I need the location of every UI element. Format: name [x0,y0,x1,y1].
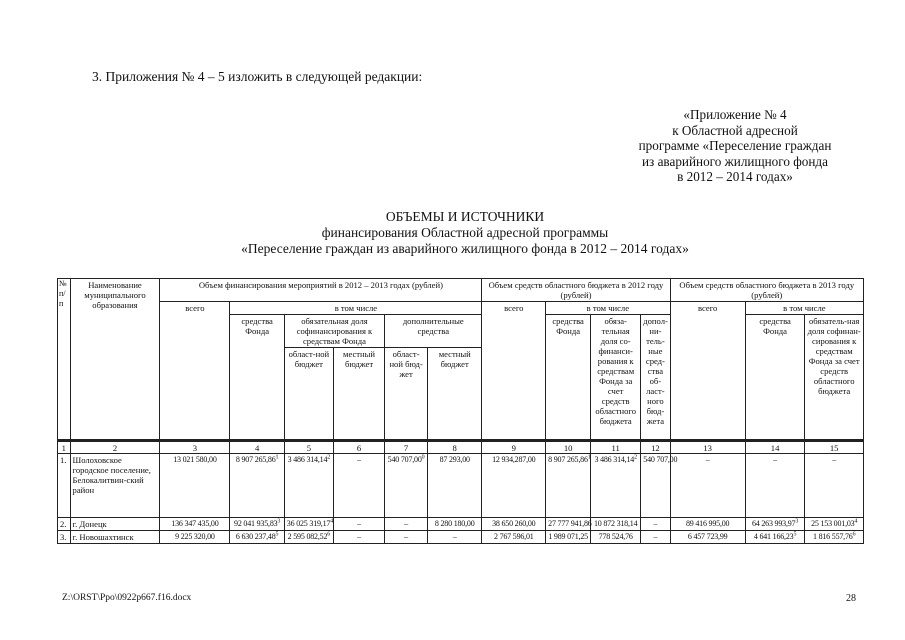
cell-oblig-obl: 2 595 082,52$^6$ [284,530,333,543]
row-municipality: г. Новошахтинск [70,530,160,543]
appendix-header [620,107,850,185]
header-2012-all: всего [482,302,546,440]
header-2012-group: Объем средств областного бюджета в 2012 году (рублей) [482,279,670,302]
row-number: 2. [58,517,71,530]
cell-total: 13 021 580,00 [160,453,230,517]
appendix-line: к Областной адресной [672,122,798,138]
header-2013-oblig: обязатель-ная доля софинан-сирования к средствам Фонда за счет средств областного бюджета [805,315,864,440]
table-row [58,453,864,517]
cell-2013-total: 89 416 995,00 [670,517,745,530]
cell-2013-fund: 4 641 166,23$^5$ [745,530,805,543]
appendix-line: из аварийного жилищного фонда [642,153,828,169]
cell-oblig-obl: 3 486 314,14$^2$ [284,453,333,517]
cell-total: 9 225 320,00 [160,530,230,543]
cell-2012-addl: – [641,530,670,543]
cell-fund: 8 907 265,86$^1$ [230,453,284,517]
col-number: 8 [428,441,482,453]
cell-oblig-obl: 36 025 319,17$^4$ [284,517,333,530]
col-number: 5 [284,441,333,453]
col-number: 4 [230,441,284,453]
col-number: 13 [670,441,745,453]
header-2012-oblig: обяза-тельная доля со-финанси-рования к средствам Фонда за счет средств областного бюджета [591,315,641,440]
cell-addl-obl: – [385,517,428,530]
heading-program: «Переселение граждан из аварийного жилищного фонда в 2012 – 2014 годах» [241,241,689,256]
cell-fund: 6 630 237,48$^5$ [230,530,284,543]
table-heading [160,209,770,257]
table-row [58,517,864,530]
col-number: 14 [745,441,805,453]
col-number: 7 [385,441,428,453]
row-municipality: Шолоховское городское поселение, Белокалитвин-ский район [70,453,160,517]
col-number: 11 [591,441,641,453]
col-number: 12 [641,441,670,453]
cell-2012-fund: 8 907 265,86$^1$ [546,453,591,517]
col-number: 1 [58,441,71,453]
header-incl: в том числе [230,302,482,315]
cell-2012-total: 12 934,287,00 [482,453,546,517]
col-number: 6 [333,441,384,453]
appendix-line: в 2012 – 2014 годах» [677,169,793,185]
header-local-budget: местный бюджет [333,348,384,440]
cell-addl-obl: 540 707,00$^0$ [385,453,428,517]
header-all: всего [160,302,230,440]
row-number: 3. [58,530,71,543]
row-municipality: г. Донецк [70,517,160,530]
cell-fund: 92 041 935,83$^3$ [230,517,284,530]
heading-title: ОБЪЕМЫ И ИСТОЧНИКИ [385,209,545,224]
header-2012-addl: допол-ни-тель-ные сред-ства об-ласт-ного бюд-жета [641,315,670,440]
cell-2013-fund: 64 263 993,97$^3$ [745,517,805,530]
cell-oblig-local: – [333,453,384,517]
header-2013-incl: в том числе [745,302,863,315]
cell-addl-local: – [428,530,482,543]
cell-2012-oblig: 3 486 314,14$^2$ [591,453,641,517]
cell-oblig-local: – [333,530,384,543]
header-oblig: обязательная доля софинансирования к средствам Фонда [284,315,384,348]
col-number: 9 [482,441,546,453]
col-number: 10 [546,441,591,453]
cell-2012-total: 38 650 260,00 [482,517,546,530]
table-row [58,530,864,543]
column-number-row [58,441,864,453]
header-row-2 [58,302,864,315]
header-no: № п/п [58,279,71,440]
page-number: 28 [846,593,856,604]
cell-2012-total: 2 767 596,01 [482,530,546,543]
cell-2012-oblig: 10 872 318,14 [591,517,641,530]
header-total-group: Объем финансирования мероприятий в 2012 – 2013 годах (рублей) [160,279,482,302]
header-name: Наименование муниципального образования [70,279,160,440]
cell-2012-addl: 540 707,00 [641,453,670,517]
cell-addl-local: 87 293,00 [428,453,482,517]
heading-subtitle: финансирования Областной адресной программы [321,225,609,240]
appendix-line: «Приложение № 4 [683,107,787,122]
cell-addl-obl: – [385,530,428,543]
col-number: 2 [70,441,160,453]
funding-table [57,278,864,544]
header-2013-group: Объем средств областного бюджета в 2013 году (рублей) [670,279,863,302]
cell-2012-oblig: 778 524,76 [591,530,641,543]
header-obl-budget-addl: област-ной бюд-жет [385,348,428,440]
header-fund: средства Фонда [230,315,284,440]
cell-2013-total: – [670,453,745,517]
header-row-1 [58,279,864,302]
cell-2012-fund: 27 777 941,86 [546,517,591,530]
col-number: 3 [160,441,230,453]
header-2013-all: всего [670,302,745,440]
footer-file-path: Z:\ORST\Ppo\0922p667.f16.docx [62,593,192,603]
cell-2013-oblig: 25 153 001,03$^4$ [805,517,864,530]
cell-2013-fund: – [745,453,805,517]
cell-oblig-local: – [333,517,384,530]
header-local-budget-addl: местный бюджет [428,348,482,440]
col-number: 15 [805,441,864,453]
cell-addl-local: 8 280 180,00 [428,517,482,530]
header-addl: дополнительные средства [385,315,482,348]
cell-2013-oblig: 1 816 557,76$^6$ [805,530,864,543]
header-2012-fund: средства Фонда [546,315,591,440]
intro-paragraph: 3. Приложения № 4 – 5 изложить в следующей редакции: [92,69,423,84]
cell-2012-addl: – [641,517,670,530]
row-number: 1. [58,453,71,517]
header-obl-budget: област-ной бюджет [284,348,333,440]
header-2013-fund: средства Фонда [745,315,805,440]
cell-2013-total: 6 457 723,99 [670,530,745,543]
cell-total: 136 347 435,00 [160,517,230,530]
cell-2012-fund: 1 989 071,25 [546,530,591,543]
header-2012-incl: в том числе [546,302,670,315]
appendix-line: программе «Переселение граждан [638,138,832,154]
cell-2013-oblig: – [805,453,864,517]
